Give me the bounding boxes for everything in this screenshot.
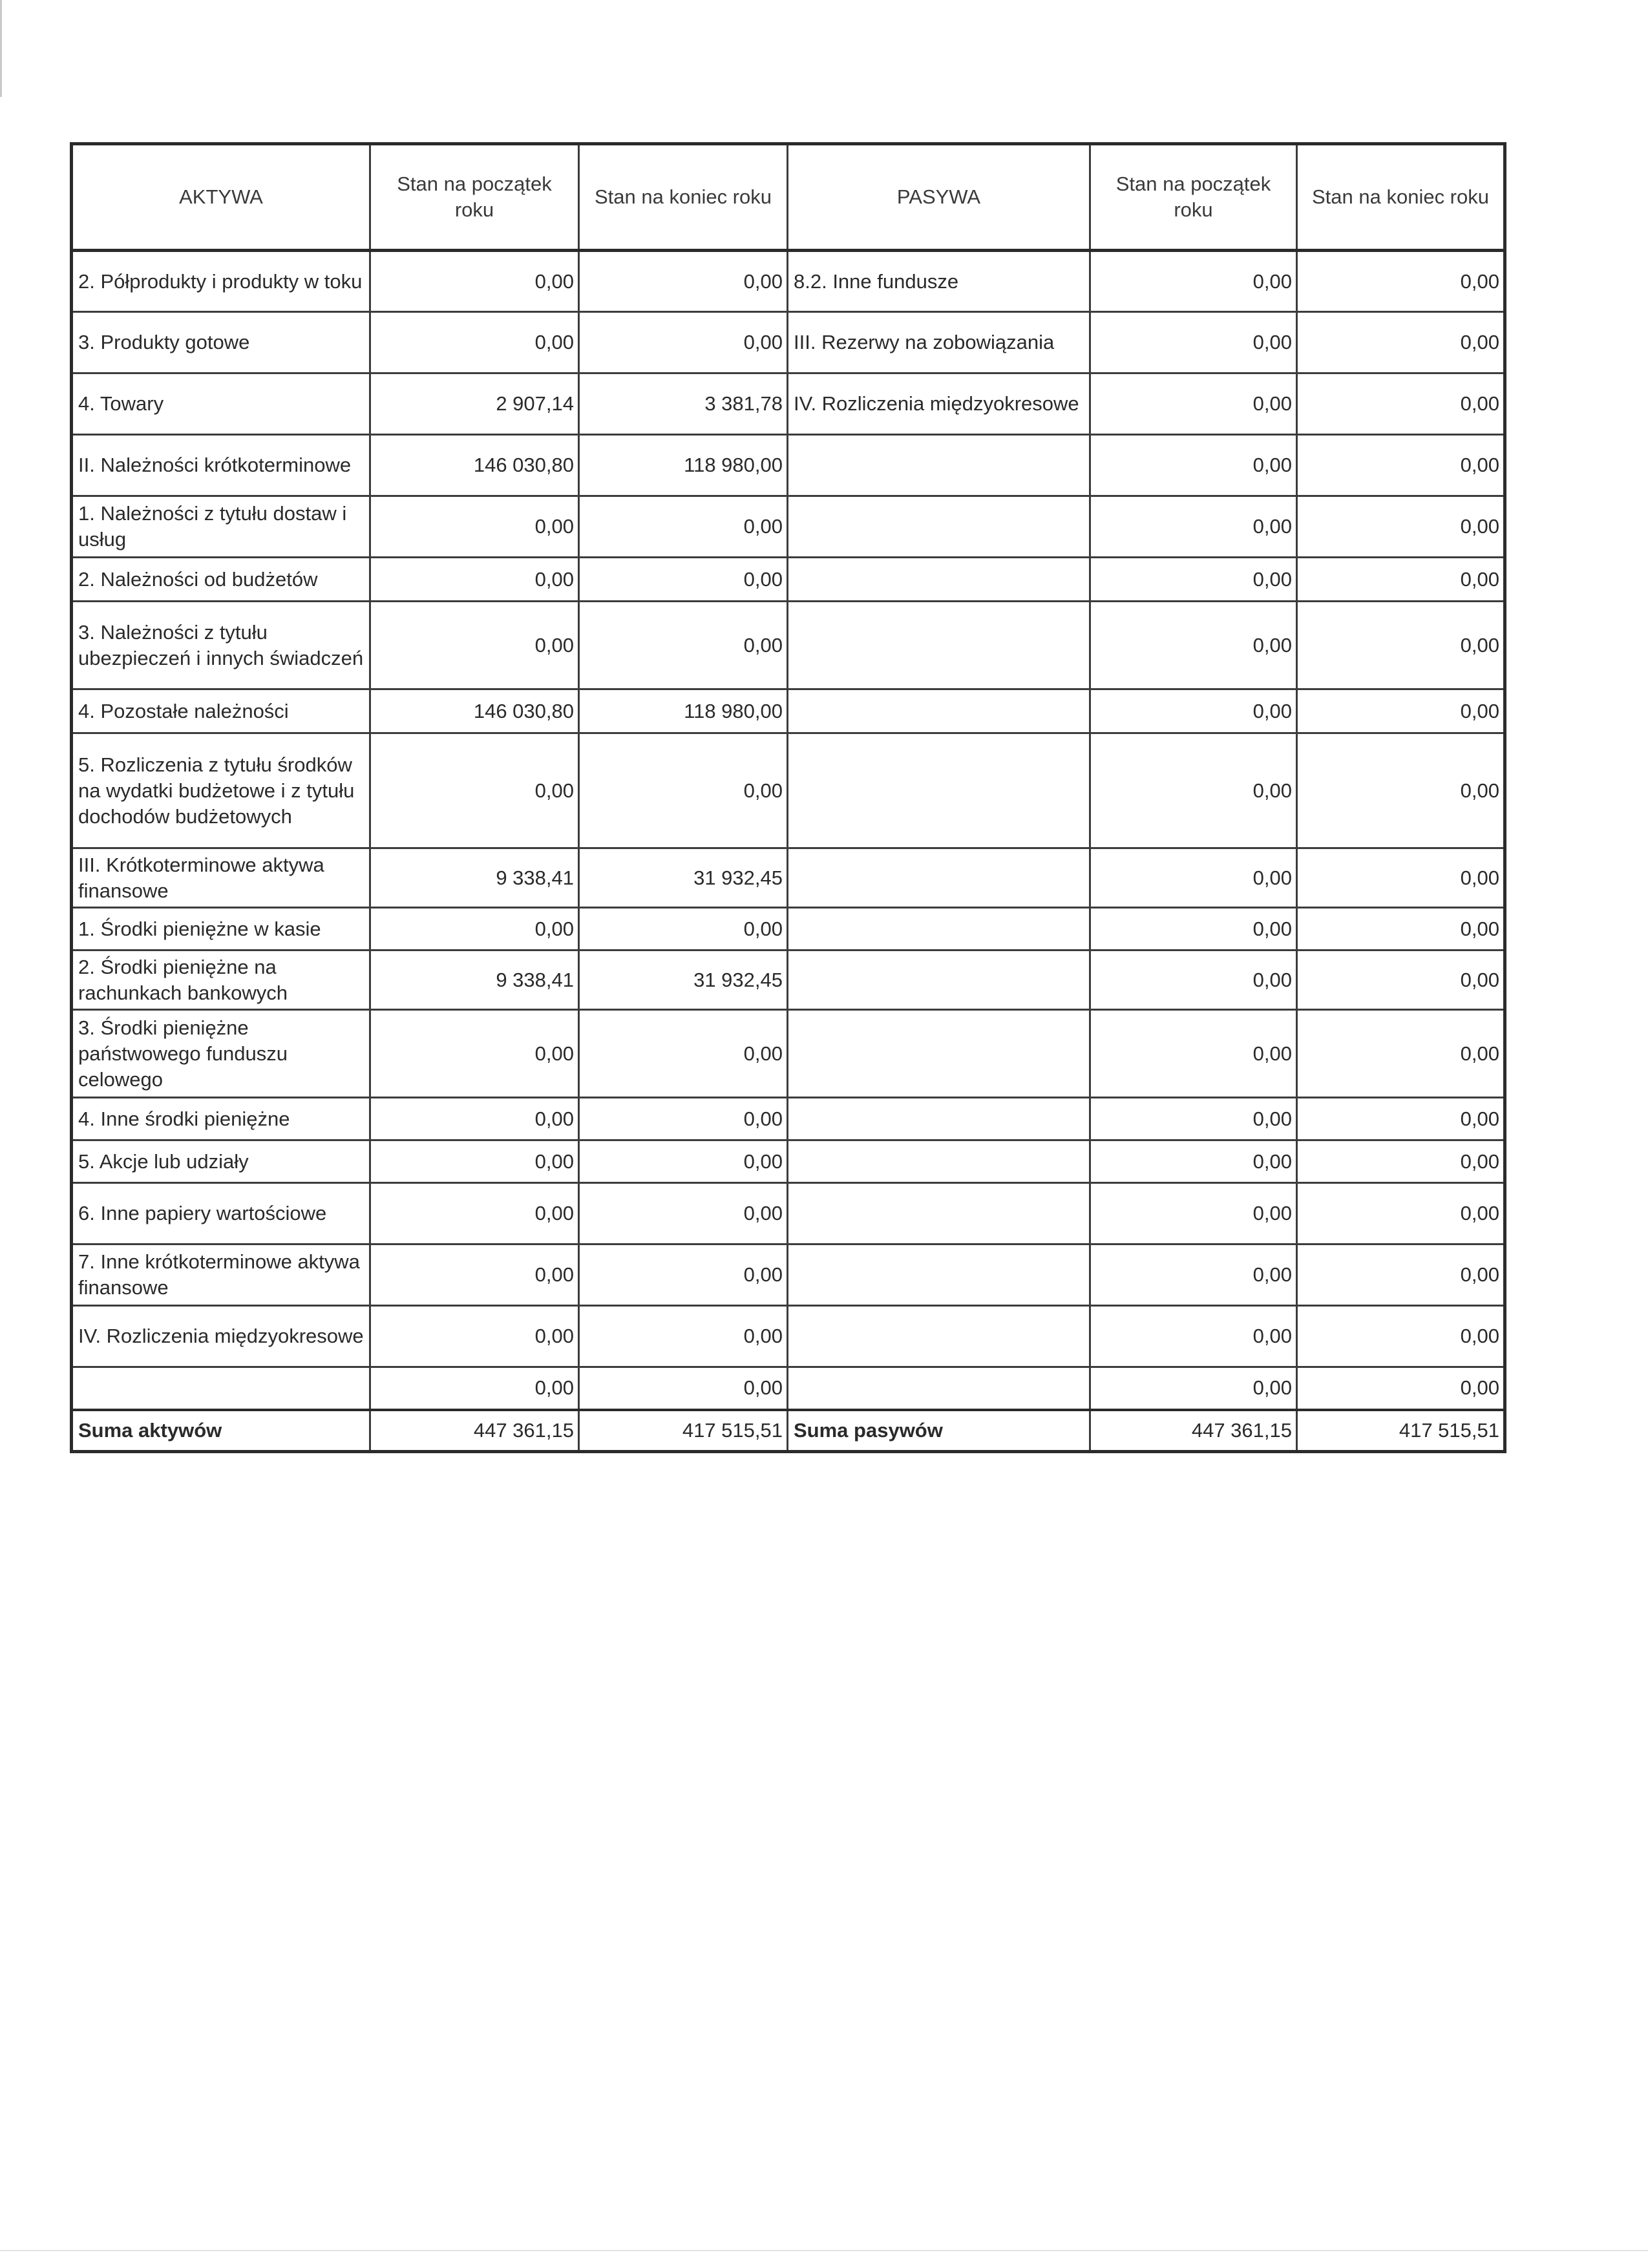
aktywa-end-value: 118 980,00 [579, 689, 788, 733]
table-row [72, 908, 1505, 950]
pasywa-label [788, 848, 1090, 908]
aktywa-end-value: 0,00 [579, 1183, 788, 1244]
table-row [72, 373, 1505, 435]
aktywa-label [72, 1367, 370, 1410]
pasywa-start-value: 0,00 [1090, 558, 1297, 602]
table-row [72, 435, 1505, 496]
aktywa-end-value: 3 381,78 [579, 373, 788, 435]
pasywa-label [788, 908, 1090, 950]
pasywa-start-value: 0,00 [1090, 435, 1297, 496]
pasywa-end-value: 0,00 [1297, 733, 1505, 848]
pasywa-start-value: 0,00 [1090, 602, 1297, 689]
aktywa-end-value: 0,00 [579, 1140, 788, 1183]
pasywa-label [788, 1367, 1090, 1410]
pasywa-end-value: 0,00 [1297, 848, 1505, 908]
table-header-row [72, 144, 1505, 251]
pasywa-start-value: 0,00 [1090, 733, 1297, 848]
pasywa-end-value: 0,00 [1297, 1010, 1505, 1098]
aktywa-label: 2. Półprodukty i produkty w toku [72, 251, 370, 312]
aktywa-label: 7. Inne krótkoterminowe aktywa finansowe [72, 1244, 370, 1306]
table-row [72, 1010, 1505, 1098]
aktywa-label: II. Należności krótkoterminowe [72, 435, 370, 496]
total-pasywa-start: 447 361,15 [1090, 1410, 1297, 1452]
aktywa-end-value: 0,00 [579, 908, 788, 950]
pasywa-start-value: 0,00 [1090, 312, 1297, 373]
aktywa-end-value: 118 980,00 [579, 435, 788, 496]
pasywa-label [788, 558, 1090, 602]
pasywa-start-value: 0,00 [1090, 1098, 1297, 1140]
header-pasywa-start: Stan na początek roku [1090, 144, 1297, 251]
aktywa-label: 1. Należności z tytułu dostaw i usług [72, 496, 370, 558]
pasywa-label: 8.2. Inne fundusze [788, 251, 1090, 312]
header-pasywa-end: Stan na koniec roku [1297, 144, 1505, 251]
pasywa-start-value: 0,00 [1090, 1244, 1297, 1306]
pasywa-label [788, 950, 1090, 1010]
aktywa-start-value: 146 030,80 [370, 435, 579, 496]
aktywa-start-value: 0,00 [370, 1010, 579, 1098]
aktywa-start-value: 0,00 [370, 496, 579, 558]
aktywa-end-value: 0,00 [579, 1244, 788, 1306]
pasywa-label [788, 733, 1090, 848]
pasywa-start-value: 0,00 [1090, 251, 1297, 312]
aktywa-start-value: 2 907,14 [370, 373, 579, 435]
table-row [72, 1140, 1505, 1183]
aktywa-end-value: 0,00 [579, 1367, 788, 1410]
pasywa-end-value: 0,00 [1297, 373, 1505, 435]
aktywa-start-value: 0,00 [370, 1367, 579, 1410]
aktywa-label: 2. Środki pieniężne na rachunkach bankowych [72, 950, 370, 1010]
pasywa-start-value: 0,00 [1090, 373, 1297, 435]
aktywa-end-value: 31 932,45 [579, 848, 788, 908]
pasywa-end-value: 0,00 [1297, 1183, 1505, 1244]
pasywa-start-value: 0,00 [1090, 908, 1297, 950]
pasywa-start-value: 0,00 [1090, 1010, 1297, 1098]
aktywa-end-value: 0,00 [579, 496, 788, 558]
pasywa-end-value: 0,00 [1297, 1244, 1505, 1306]
aktywa-start-value: 0,00 [370, 1306, 579, 1367]
aktywa-start-value: 0,00 [370, 602, 579, 689]
aktywa-label: 4. Inne środki pieniężne [72, 1098, 370, 1140]
header-aktywa: AKTYWA [72, 144, 370, 251]
pasywa-start-value: 0,00 [1090, 689, 1297, 733]
header-aktywa-start: Stan na początek roku [370, 144, 579, 251]
pasywa-label [788, 1244, 1090, 1306]
aktywa-label: 3. Produkty gotowe [72, 312, 370, 373]
aktywa-end-value: 0,00 [579, 733, 788, 848]
aktywa-label: III. Krótkoterminowe aktywa finansowe [72, 848, 370, 908]
pasywa-start-value: 0,00 [1090, 848, 1297, 908]
pasywa-end-value: 0,00 [1297, 496, 1505, 558]
table-row [72, 251, 1505, 312]
total-aktywa-end: 417 515,51 [579, 1410, 788, 1452]
pasywa-end-value: 0,00 [1297, 558, 1505, 602]
pasywa-label [788, 1010, 1090, 1098]
pasywa-end-value: 0,00 [1297, 602, 1505, 689]
aktywa-label: IV. Rozliczenia międzyokresowe [72, 1306, 370, 1367]
table-row [72, 1098, 1505, 1140]
table-row [72, 312, 1505, 373]
aktywa-label: 2. Należności od budżetów [72, 558, 370, 602]
pasywa-end-value: 0,00 [1297, 689, 1505, 733]
aktywa-end-value: 0,00 [579, 602, 788, 689]
table-row [72, 848, 1505, 908]
aktywa-start-value: 0,00 [370, 1098, 579, 1140]
pasywa-end-value: 0,00 [1297, 312, 1505, 373]
aktywa-label: 1. Środki pieniężne w kasie [72, 908, 370, 950]
aktywa-label: 3. Należności z tytułu ubezpieczeń i innych świadczeń [72, 602, 370, 689]
aktywa-end-value: 0,00 [579, 312, 788, 373]
aktywa-end-value: 0,00 [579, 1098, 788, 1140]
aktywa-start-value: 0,00 [370, 558, 579, 602]
table-row [72, 950, 1505, 1010]
pasywa-label [788, 1183, 1090, 1244]
aktywa-start-value: 0,00 [370, 1244, 579, 1306]
total-aktywa-label: Suma aktywów [72, 1410, 370, 1452]
table-row [72, 1183, 1505, 1244]
aktywa-label: 5. Rozliczenia z tytułu środków na wydatki budżetowe i z tytułu dochodów budżetowych [72, 733, 370, 848]
aktywa-end-value: 31 932,45 [579, 950, 788, 1010]
aktywa-start-value: 9 338,41 [370, 950, 579, 1010]
pasywa-label [788, 602, 1090, 689]
aktywa-label: 4. Towary [72, 373, 370, 435]
aktywa-end-value: 0,00 [579, 558, 788, 602]
aktywa-label: 3. Środki pieniężne państwowego funduszu celowego [72, 1010, 370, 1098]
scan-edge [0, 2250, 1648, 2251]
aktywa-label: 6. Inne papiery wartościowe [72, 1183, 370, 1244]
pasywa-end-value: 0,00 [1297, 1098, 1505, 1140]
pasywa-label [788, 435, 1090, 496]
pasywa-label [788, 496, 1090, 558]
aktywa-start-value: 0,00 [370, 1140, 579, 1183]
total-pasywa-end: 417 515,51 [1297, 1410, 1505, 1452]
pasywa-start-value: 0,00 [1090, 950, 1297, 1010]
pasywa-start-value: 0,00 [1090, 1183, 1297, 1244]
table-row [72, 496, 1505, 558]
totals-row [72, 1410, 1505, 1452]
aktywa-start-value: 146 030,80 [370, 689, 579, 733]
pasywa-label [788, 1098, 1090, 1140]
table-row [72, 733, 1505, 848]
aktywa-label: 5. Akcje lub udziały [72, 1140, 370, 1183]
pasywa-end-value: 0,00 [1297, 908, 1505, 950]
pasywa-end-value: 0,00 [1297, 1140, 1505, 1183]
pasywa-end-value: 0,00 [1297, 1306, 1505, 1367]
pasywa-label [788, 1306, 1090, 1367]
pasywa-end-value: 0,00 [1297, 251, 1505, 312]
aktywa-start-value: 0,00 [370, 908, 579, 950]
table-row [72, 689, 1505, 733]
table-row [72, 602, 1505, 689]
aktywa-start-value: 0,00 [370, 312, 579, 373]
header-aktywa-end: Stan na koniec roku [579, 144, 788, 251]
pasywa-start-value: 0,00 [1090, 1306, 1297, 1367]
total-pasywa-label: Suma pasywów [788, 1410, 1090, 1452]
pasywa-end-value: 0,00 [1297, 435, 1505, 496]
header-pasywa: PASYWA [788, 144, 1090, 251]
pasywa-end-value: 0,00 [1297, 950, 1505, 1010]
pasywa-label: IV. Rozliczenia międzyokresowe [788, 373, 1090, 435]
aktywa-start-value: 9 338,41 [370, 848, 579, 908]
aktywa-start-value: 0,00 [370, 1183, 579, 1244]
pasywa-start-value: 0,00 [1090, 1367, 1297, 1410]
aktywa-end-value: 0,00 [579, 1010, 788, 1098]
pasywa-label [788, 1140, 1090, 1183]
scan-edge [0, 0, 2, 97]
total-aktywa-start: 447 361,15 [370, 1410, 579, 1452]
aktywa-start-value: 0,00 [370, 733, 579, 848]
table-row [72, 1306, 1505, 1367]
pasywa-start-value: 0,00 [1090, 1140, 1297, 1183]
balance-sheet-table [70, 142, 1506, 1453]
pasywa-label: III. Rezerwy na zobowiązania [788, 312, 1090, 373]
aktywa-end-value: 0,00 [579, 1306, 788, 1367]
aktywa-label: 4. Pozostałe należności [72, 689, 370, 733]
table-row [72, 1367, 1505, 1410]
pasywa-label [788, 689, 1090, 733]
pasywa-start-value: 0,00 [1090, 496, 1297, 558]
table-row [72, 558, 1505, 602]
pasywa-end-value: 0,00 [1297, 1367, 1505, 1410]
aktywa-start-value: 0,00 [370, 251, 579, 312]
aktywa-end-value: 0,00 [579, 251, 788, 312]
table-row [72, 1244, 1505, 1306]
